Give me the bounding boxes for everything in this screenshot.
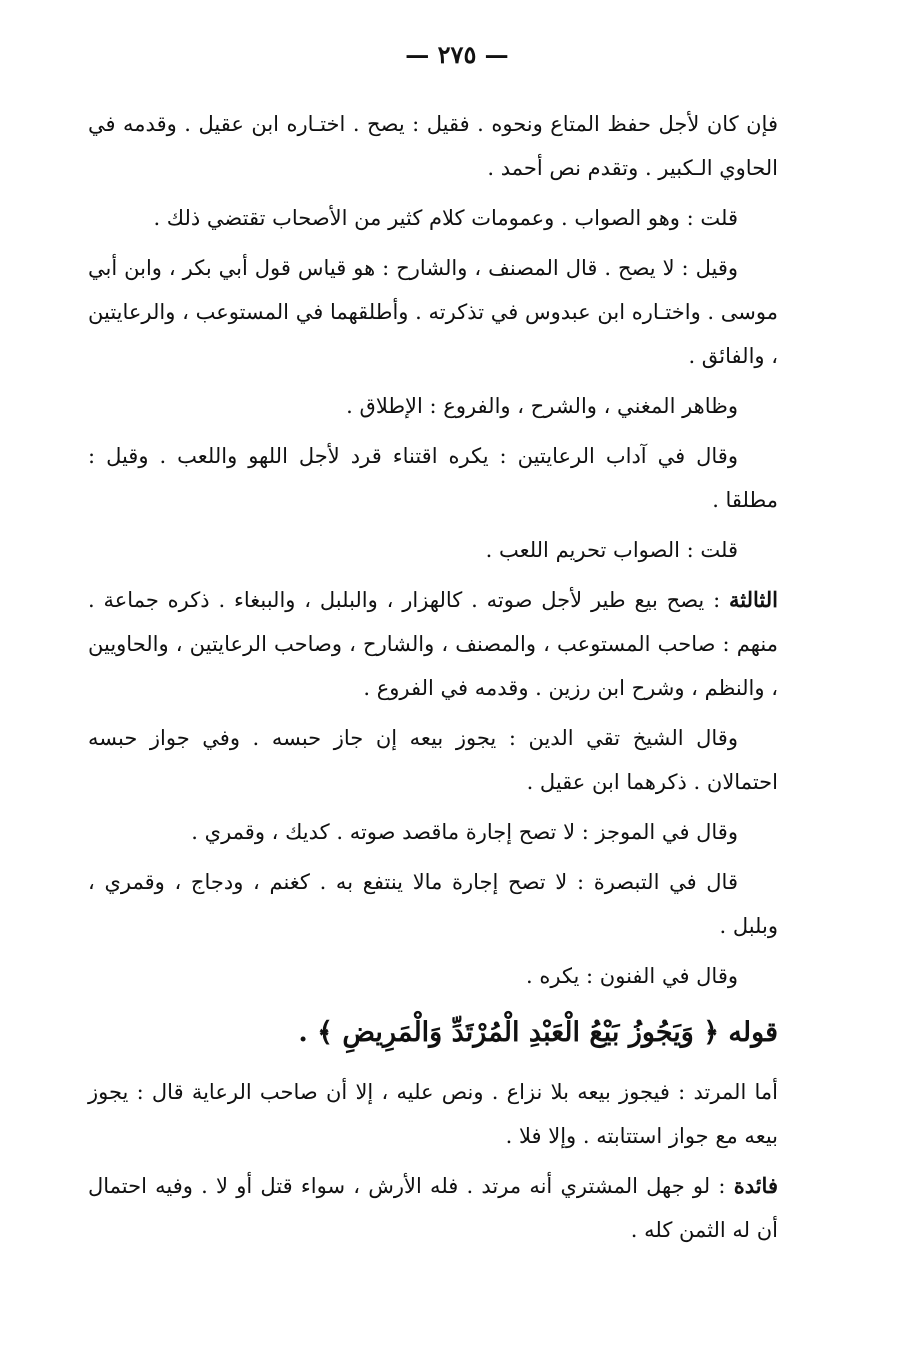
paragraph-text: : يصح بيع طير لأجل صوته . كالهزار ، والبلبل ، والببغاء . ذكره جماعة . منهم : صاحب المستوعب ، والمصنف ، والشارح ، وصاحب الرعايتين ، والحاويين ، والنظم ، وشرح ابن رزين . وقدمه في الفروع .: [88, 588, 778, 700]
paragraph-text: : لو جهل المشتري أنه مرتد . فله الأرش ، سواء قتل أو لا . وفيه احتمال أن له الثمن كله .: [88, 1174, 778, 1242]
paragraph-text: قال في التبصرة : لا تصح إجارة مالا ينتفع به . كغنم ، ودجاج ، وقمري ، وبلبل .: [88, 870, 778, 938]
page-body: [88, 102, 778, 1258]
paragraph: [88, 384, 778, 428]
paragraph-text: وقال في آداب الرعايتين : يكره اقتناء قرد لأجل اللهو واللعب . وقيل : مطلقا .: [88, 444, 778, 512]
paragraph-text: قلت : الصواب تحريم اللعب .: [485, 538, 738, 562]
quoted-text-heading: قوله ﴿ وَيَجُوزُ بَيْعُ الْعَبْدِ الْمُرْتَدِّ وَالْمَرِيضِ ﴾ .: [298, 1017, 778, 1048]
paragraphs-after: [88, 1070, 778, 1252]
paragraph: [88, 860, 778, 948]
paragraph-text: وقال في الموجز : لا تصح إجارة ماقصد صوته . كديك ، وقمري .: [191, 820, 738, 844]
paragraph-text: قلت : وهو الصواب . وعمومات كلام كثير من الأصحاب تقتضي ذلك .: [153, 206, 738, 230]
paragraph-text: أما المرتد : فيجوز بيعه بلا نزاع . ونص عليه ، إلا أن صاحب الرعاية قال : يجوز بيعه مع جواز استتابته . وإلا فلا .: [88, 1080, 778, 1148]
paragraph-text: فإن كان لأجل حفظ المتاع ونحوه . فقيل : يصح . اختـاره ابن عقيل . وقدمه في الحاوي الـكبير . وتقدم نص أحمد .: [88, 112, 778, 180]
paragraph: [88, 954, 778, 998]
page-number: — ٢٧٥ —: [405, 40, 509, 69]
paragraph: [88, 578, 778, 710]
paragraph-text: وقال الشيخ تقي الدين : يجوز بيعه إن جاز حبسه . وفي جواز حبسه احتمالان . ذكرهما ابن عقيل .: [88, 726, 778, 794]
paragraph-text: وقيل : لا يصح . قال المصنف ، والشارح : هو قياس قول أبي بكر ، وابن أبي موسى . واختـاره ابن عبدوس في تذكرته . وأطلقهما في المستوعب ، والرعايتين ، والفائق .: [88, 256, 778, 368]
paragraph: [88, 102, 778, 190]
paragraph: [88, 1164, 778, 1252]
paragraph-text: وقال في الفنون : يكره .: [526, 964, 738, 988]
paragraph-lead-word: فائدة: [733, 1173, 778, 1198]
paragraph: [88, 528, 778, 572]
paragraphs-before: [88, 102, 778, 998]
paragraph: [88, 1070, 778, 1158]
paragraph-lead-word: الثالثة: [729, 587, 778, 612]
paragraph: [88, 434, 778, 522]
paragraph: [88, 196, 778, 240]
paragraph: [88, 716, 778, 804]
paragraph: [88, 810, 778, 854]
paragraph: [88, 246, 778, 378]
paragraph-text: وظاهر المغني ، والشرح ، والفروع : الإطلاق .: [346, 394, 738, 418]
